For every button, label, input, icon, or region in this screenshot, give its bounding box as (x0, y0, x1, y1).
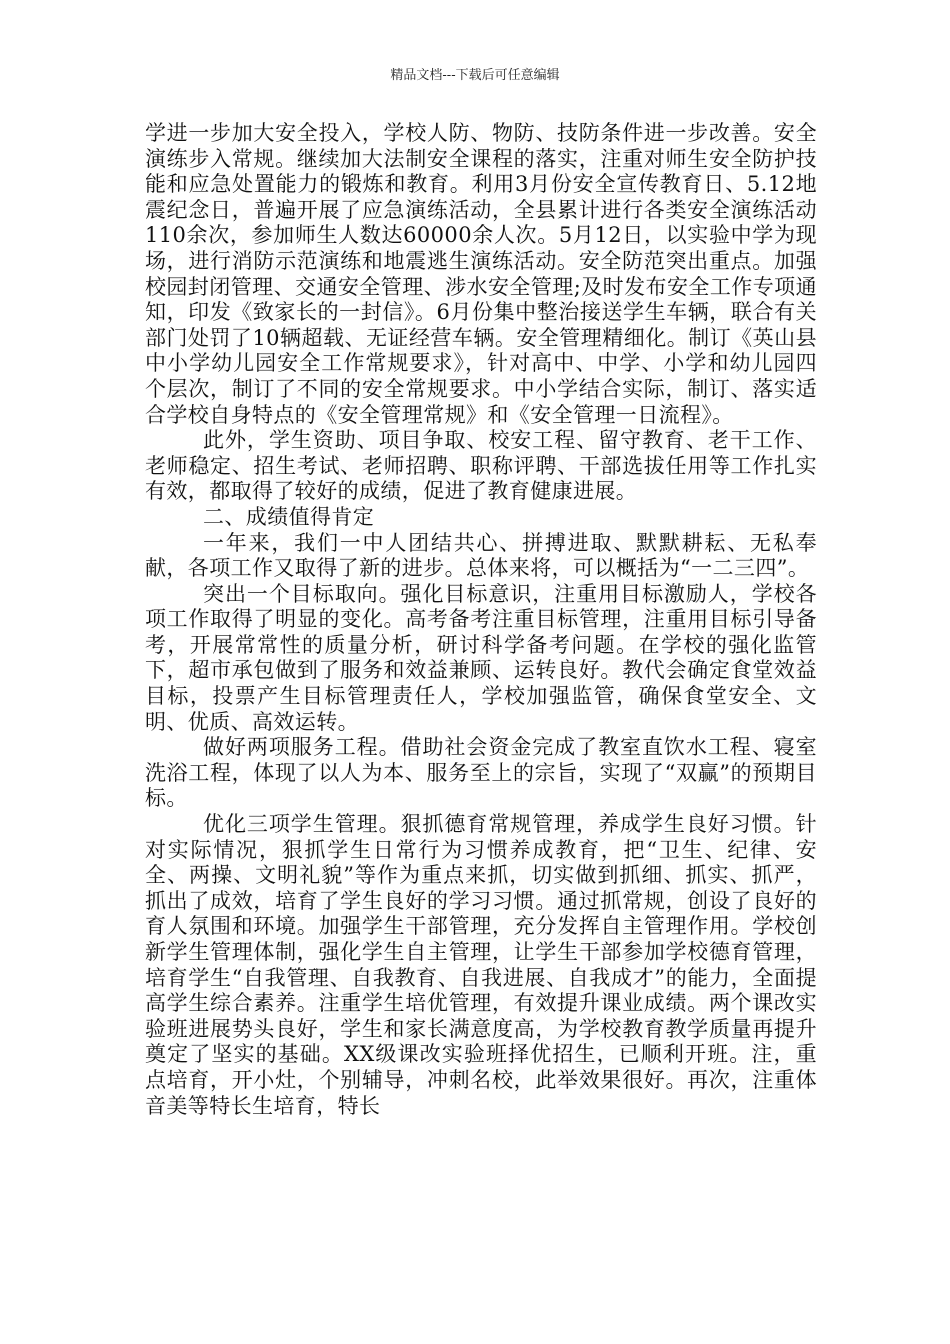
document-body (145, 121, 817, 1119)
paragraph-summary: 一年来，我们一中人团结共心、拼搏进取、默默耕耘、无私奉献，各项工作又取得了新的进步。总体来将，可以概括为“一二三四”。 (145, 530, 817, 581)
paragraph-other-work: 此外，学生资助、项目争取、校安工程、留守教育、老干工作、老师稳定、招生考试、老师招聘、职称评聘、干部选拔任用等工作扎实有效，都取得了较好的成绩，促进了教育健康进展。 (145, 428, 817, 504)
paragraph-safety: 学进一步加大安全投入，学校人防、物防、技防条件进一步改善。安全演练步入常规。继续加大法制安全课程的落实，注重对师生安全防护技能和应急处置能力的锻炼和教育。利用3月份安全宣传教育日、5.12地震纪念日，普遍开展了应急演练活动，全县累计进行各类安全演练活动110余次，参加师生人数达60000余人次。5月12日，以实验中学为现场，进行消防示范演练和地震逃生演练活动。安全防范突出重点。加强校园封闭管理、交通安全管理、涉水安全管理;及时发布安全工作专项通知，印发《致家长的一封信》。6月份集中整治接送学生车辆，联合有关部门处罚了10辆超载、无证经营车辆。安全管理精细化。制订《英山县中小学幼儿园安全工作常规要求》，针对高中、中学、小学和幼儿园四个层次，制订了不同的安全常规要求。中小学结合实际，制订、落实适合学校自身特点的《安全管理常规》和《安全管理一日流程》。 (145, 121, 817, 427)
paragraph-goal-orientation: 突出一个目标取向。强化目标意识，注重用目标激励人，学校各项工作取得了明显的变化。高考备考注重目标管理，注重用目标引导备考，开展常常性的质量分析，研讨科学备考问题。在学校的强化监管下，超市承包做到了服务和效益兼顾、运转良好。教代会确定食堂效益目标，投票产生目标管理责任人，学校加强监管，确保食堂安全、文明、优质、高效运转。 (145, 581, 817, 734)
page-header: 精品文档---下载后可任意编辑 (390, 68, 560, 83)
paragraph-service-projects: 做好两项服务工程。借助社会资金完成了教室直饮水工程、寝室洗浴工程，体现了以人为本、服务至上的宗旨，实现了“双赢”的预期目标。 (145, 735, 817, 811)
section-heading-achievements: 二、成绩值得肯定 (203, 504, 375, 529)
paragraph-student-management: 优化三项学生管理。狠抓德育常规管理，养成学生良好习惯。针对实际情况，狠抓学生日常行为习惯养成教育，把“卫生、纪律、安全、两操、文明礼貌”等作为重点来抓，切实做到抓细、抓实、抓严，抓出了成效，培育了学生良好的学习习惯。通过抓常规，创设了良好的育人氛围和环境。加强学生干部管理，充分发挥自主管理作用。学校创新学生管理体制，强化学生自主管理，让学生干部参加学校德育管理，培育学生“自我管理、自我教育、自我进展、自我成才”的能力，全面提高学生综合素养。注重学生培优管理，有效提升课业成绩。两个课改实验班进展势头良好，学生和家长满意度高，为学校教育教学质量再提升奠定了坚实的基础。XX级课改实验班择优招生，已顺利开班。注，重点培育，开小灶，个别辅导，冲刺名校，此举效果很好。再次，注重体音美等特长生培育，特长 (145, 812, 817, 1118)
